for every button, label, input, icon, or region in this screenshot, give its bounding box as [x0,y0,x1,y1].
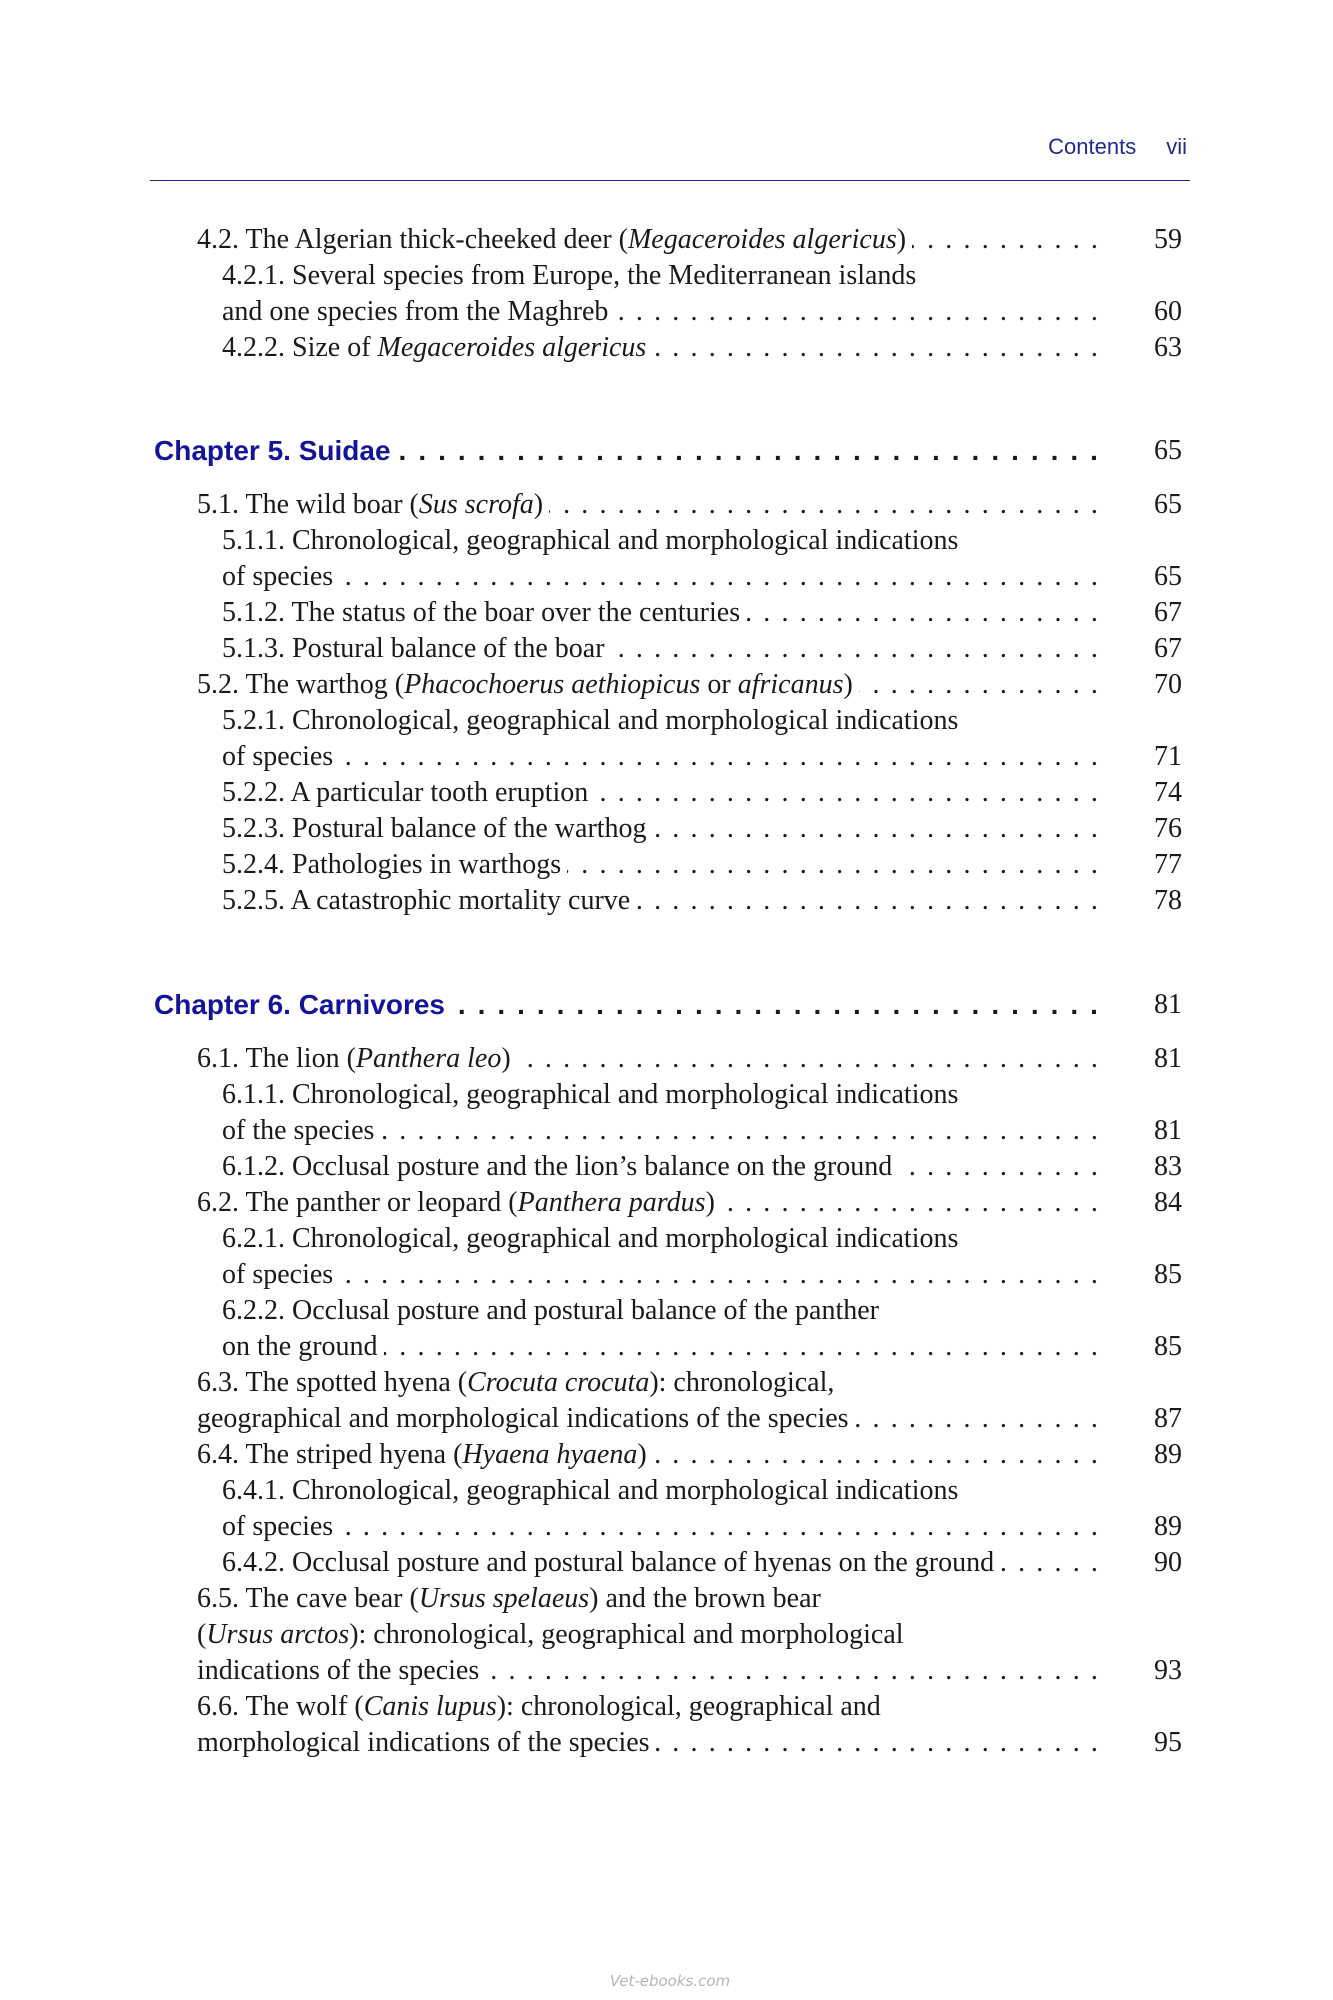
header-rule [150,180,1190,181]
toc-page-5-1-3: 67 [1154,633,1182,664]
toc-entry-4-2[interactable]: 4.2. The Algerian thick-cheeked deer (Megaceroides algericus) . . . [197,222,1100,258]
toc-entry-5-2-1[interactable]: 5.2.1. Chronological, geographical and morphological indications [222,703,1100,739]
toc-page-6-2-2: 85 [1154,1331,1182,1362]
toc-entry-6-4-2[interactable]: 6.4.2. Occlusal posture and postural balance of hyenas on the ground . . . [222,1545,1100,1581]
toc-entry-6-5-cont[interactable]: (Ursus arctos): chronological, geographical and morphological [197,1617,1100,1653]
toc-page-5-1-1: 65 [1154,561,1182,592]
toc-page-6-2: 84 [1154,1187,1182,1218]
toc-page-chapter-6: 81 [1154,989,1182,1020]
toc-entry-6-6[interactable]: 6.6. The wolf (Canis lupus): chronological, geographical and [197,1689,1100,1725]
toc-entry-6-2-1[interactable]: 6.2.1. Chronological, geographical and morphological indications [222,1221,1100,1257]
toc-page-6-1: 81 [1154,1043,1182,1074]
toc-entry-5-1-2[interactable]: 5.1.2. The status of the boar over the centuries . . . [222,595,1100,631]
toc-page-5-2-5: 78 [1154,885,1182,916]
toc-entry-6-4-1-cont[interactable]: of species . . . [222,1509,1100,1545]
watermark-logo: Vet-ebooks.com [609,1972,731,1990]
toc-entry-6-1[interactable]: 6.1. The lion (Panthera leo) . . . [197,1041,1100,1077]
toc-page-6-6: 95 [1154,1727,1182,1758]
toc-page-6-5: 93 [1154,1655,1182,1686]
toc-entry-6-3-cont[interactable]: geographical and morphological indications of the species . . . [197,1401,1100,1437]
toc-entry-5-2-5[interactable]: 5.2.5. A catastrophic mortality curve . . . [222,883,1100,919]
toc-page-6-4-1: 89 [1154,1511,1182,1542]
toc-chapter-6[interactable]: Chapter 6. Carnivores . . . [154,987,1100,1023]
toc-entry-4-2-1[interactable]: 4.2.1. Several species from Europe, the Mediterranean islands [222,258,1100,294]
toc-page-6-3: 87 [1154,1403,1182,1434]
toc-entry-5-1[interactable]: 5.1. The wild boar (Sus scrofa) . . . [197,487,1100,523]
header-page-number: vii [1166,134,1187,159]
toc-entry-5-2-4[interactable]: 5.2.4. Pathologies in warthogs . . . [222,847,1100,883]
toc-page-6-4-2: 90 [1154,1547,1182,1578]
toc-page-4-2-2: 63 [1154,332,1182,363]
toc-chapter-5[interactable]: Chapter 5. Suidae . . . [154,433,1100,469]
toc-page-5-2-3: 76 [1154,813,1182,844]
running-header [150,134,1187,164]
toc-page-5-1-2: 67 [1154,597,1182,628]
toc-page-6-4: 89 [1154,1439,1182,1470]
toc-page-5-2-4: 77 [1154,849,1182,880]
toc-entry-6-1-1-cont[interactable]: of the species . . . [222,1113,1100,1149]
toc-page-5-2: 70 [1154,669,1182,700]
toc-entry-5-2-3[interactable]: 5.2.3. Postural balance of the warthog . . . [222,811,1100,847]
toc-entry-4-2-1-cont[interactable]: and one species from the Maghreb . . . [222,294,1100,330]
toc-entry-6-3[interactable]: 6.3. The spotted hyena (Crocuta crocuta): chronological, [197,1365,1100,1401]
toc-page-5-2-2: 74 [1154,777,1182,808]
toc-entry-6-1-2[interactable]: 6.1.2. Occlusal posture and the lion’s balance on the ground . . . [222,1149,1100,1185]
toc-entry-5-1-3[interactable]: 5.1.3. Postural balance of the boar . . . [222,631,1100,667]
toc-entry-6-2-2-cont[interactable]: on the ground . . . [222,1329,1100,1365]
toc-page-chapter-5: 65 [1154,435,1182,466]
toc-entry-5-1-1[interactable]: 5.1.1. Chronological, geographical and morphological indications [222,523,1100,559]
toc-entry-6-2-1-cont[interactable]: of species . . . [222,1257,1100,1293]
toc-entry-6-4[interactable]: 6.4. The striped hyena (Hyaena hyaena) . . . [197,1437,1100,1473]
toc-page-6-1-1: 81 [1154,1115,1182,1146]
toc-entry-6-1-1[interactable]: 6.1.1. Chronological, geographical and morphological indications [222,1077,1100,1113]
toc-entry-5-2-1-cont[interactable]: of species . . . [222,739,1100,775]
toc-page-6-2-1: 85 [1154,1259,1182,1290]
toc-page-4-2: 59 [1154,224,1182,255]
toc-entry-6-5[interactable]: 6.5. The cave bear (Ursus spelaeus) and the brown bear [197,1581,1100,1617]
toc-page-5-1: 65 [1154,489,1182,520]
header-section-title: Contents [1048,134,1137,159]
toc-entry-5-2[interactable]: 5.2. The warthog (Phacochoerus aethiopicus or africanus) . . . [197,667,1100,703]
toc-entry-6-4-1[interactable]: 6.4.1. Chronological, geographical and morphological indications [222,1473,1100,1509]
toc-page-5-2-1: 71 [1154,741,1182,772]
toc-page-6-1-2: 83 [1154,1151,1182,1182]
toc-page-4-2-1: 60 [1154,296,1182,327]
toc-entry-5-2-2[interactable]: 5.2.2. A particular tooth eruption . . . [222,775,1100,811]
toc-entry-6-5-cont2[interactable]: indications of the species . . . [197,1653,1100,1689]
toc-entry-6-2-2[interactable]: 6.2.2. Occlusal posture and postural balance of the panther [222,1293,1100,1329]
toc-entry-6-2[interactable]: 6.2. The panther or leopard (Panthera pardus) . . . [197,1185,1100,1221]
toc-entry-4-2-2[interactable]: 4.2.2. Size of Megaceroides algericus . . . [222,330,1100,366]
toc-entry-6-6-cont[interactable]: morphological indications of the species . . . [197,1725,1100,1761]
toc-entry-5-1-1-cont[interactable]: of species . . . [222,559,1100,595]
